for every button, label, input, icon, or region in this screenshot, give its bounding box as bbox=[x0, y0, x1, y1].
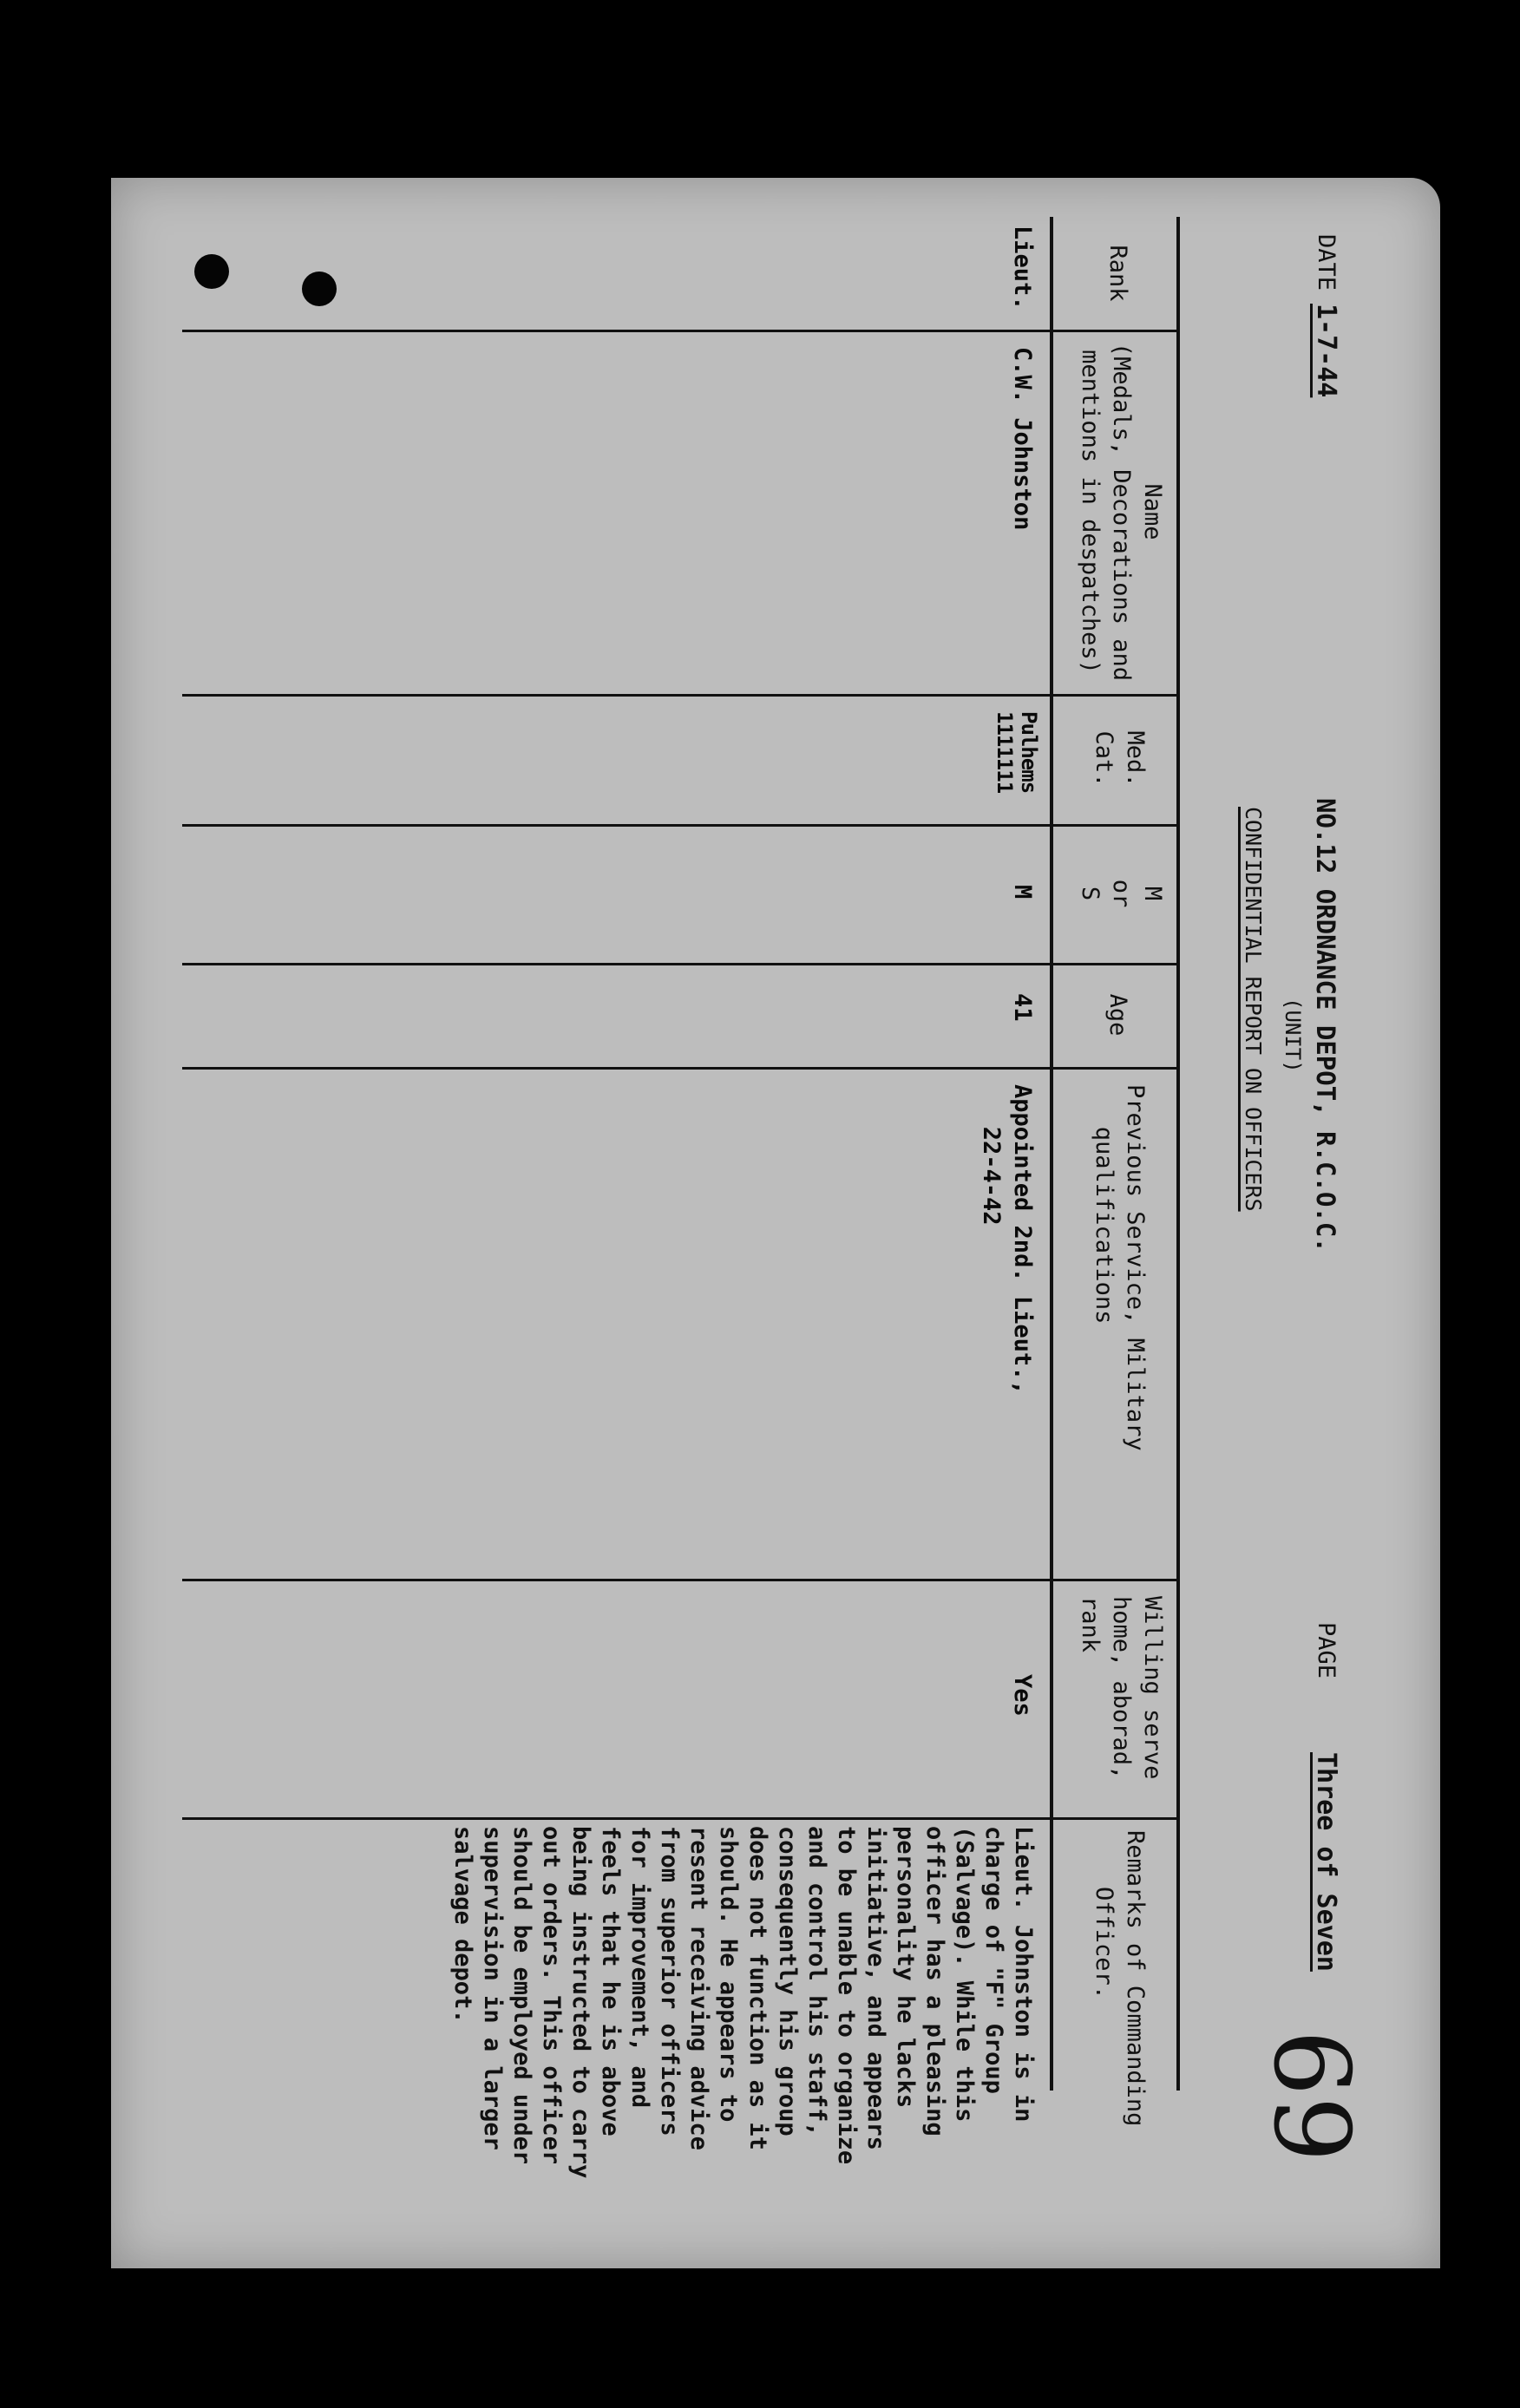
col-header-remarks: Remarks of Commanding Officer. bbox=[1091, 1830, 1149, 2127]
col-divider-3 bbox=[182, 824, 1180, 827]
col-divider-7 bbox=[182, 1817, 1180, 1820]
page-value: Three of Seven bbox=[1311, 1752, 1341, 1972]
col-header-willing-serve: Willing serve home, aborad, rank bbox=[1077, 1596, 1166, 1780]
col-divider-2 bbox=[182, 694, 1180, 697]
unit-name: NO.12 ORDNANCE DEPOT, R.C.O.C. bbox=[1311, 798, 1340, 1253]
col-divider-6 bbox=[182, 1579, 1180, 1581]
col-header-m-or-s: M or S bbox=[1077, 879, 1166, 908]
row-m-or-s: M bbox=[1009, 885, 1036, 900]
col-header-med-cat: Med. Cat. bbox=[1091, 730, 1149, 788]
date-label: DATE bbox=[1313, 234, 1340, 291]
col-divider-5 bbox=[182, 1067, 1180, 1070]
col-header-rank: Rank bbox=[1104, 245, 1131, 302]
row-age: 41 bbox=[1009, 993, 1036, 1022]
col-divider-4 bbox=[182, 963, 1180, 965]
col-divider-1 bbox=[182, 330, 1180, 332]
row-willing-serve: Yes bbox=[1009, 1674, 1036, 1717]
col-header-previous-service: Previous Service, Military qualifications bbox=[1091, 1084, 1149, 1451]
row-med-cat: Pulhems 1111111 bbox=[993, 711, 1041, 794]
row-remarks: Lieut. Johnston is in charge of "F" Group (Salvage). While this officer has a pleasing personality he lacks initiative, and appears to be unable to organize and control his staff, consequently his group does not function as it should. He appears to resent receiving advice from superior officers for improvement, and feels that he is above being instructed to carry out orders. This officer should be employed under supervision in a larger salvage depot. bbox=[449, 1826, 1037, 2179]
unit-label: (UNIT) bbox=[1281, 998, 1305, 1073]
col-header-name: Name (Medals, Decorations and mentions in despatches) bbox=[1077, 342, 1166, 682]
col-header-age: Age bbox=[1104, 993, 1131, 1037]
row-previous-service: Appointed 2nd. Lieut., 22-4-42 bbox=[978, 1084, 1036, 1395]
date-value: 1-7-44 bbox=[1311, 304, 1341, 398]
handwritten-folio-number: 69 bbox=[1250, 2030, 1371, 2163]
table-top-rule bbox=[1176, 217, 1180, 2091]
report-form bbox=[127, 217, 1341, 2238]
header-bottom-rule bbox=[1050, 217, 1053, 2091]
page-label: PAGE bbox=[1313, 1622, 1340, 1679]
row-name: C.W. Johnston bbox=[1009, 347, 1036, 531]
row-rank: Lieut. bbox=[1009, 226, 1036, 311]
report-title: CONFIDENTIAL REPORT ON OFFICERS bbox=[1241, 807, 1266, 1212]
